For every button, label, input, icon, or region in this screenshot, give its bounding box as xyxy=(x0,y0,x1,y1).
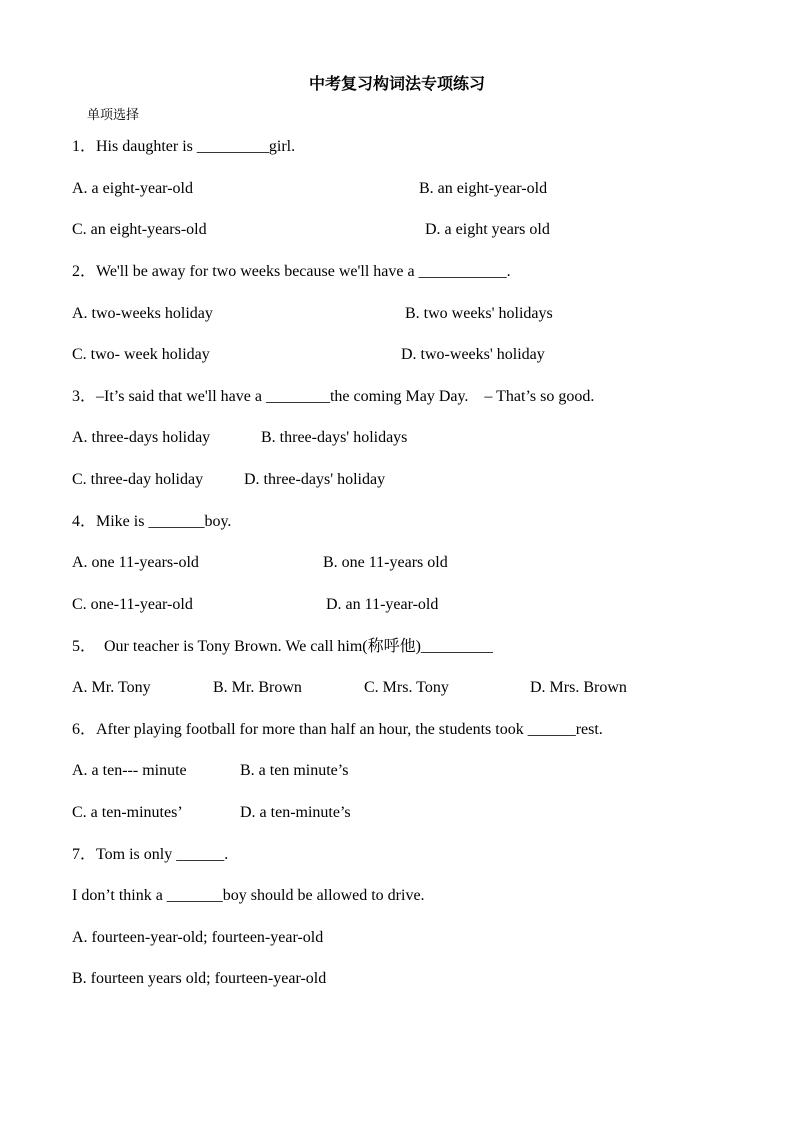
question-5-option-a: A. Mr. Tony xyxy=(72,679,151,696)
question-5-option-c: C. Mrs. Tony xyxy=(364,679,449,696)
question-1-option-d: D. a eight years old xyxy=(425,221,550,238)
question-3-stem: 3．–It’s said that we'll have a ________the coming May Day. – That’s so good. xyxy=(72,388,595,405)
question-6-option-d: D. a ten-minute’s xyxy=(240,804,351,821)
question-4-option-a: A. one 11-years-old xyxy=(72,554,199,571)
question-1-stem: 1．His daughter is _________girl. xyxy=(72,138,296,155)
question-6-option-c: C. a ten-minutes’ xyxy=(72,804,183,821)
question-1-option-a: A. a eight-year-old xyxy=(72,180,193,197)
question-5-option-b: B. Mr. Brown xyxy=(213,679,302,696)
question-2-option-b: B. two weeks' holidays xyxy=(405,305,553,322)
question-7-stem: 7．Tom is only ______. xyxy=(72,846,229,863)
question-5-option-d: D. Mrs. Brown xyxy=(530,679,627,696)
section-label: 单项选择 xyxy=(87,108,140,123)
question-1-option-b: B. an eight-year-old xyxy=(419,180,548,197)
question-3-option-b: B. three-days' holidays xyxy=(261,429,408,446)
question-6-option-a: A. a ten--- minute xyxy=(72,762,187,779)
question-2-option-c: C. two- week holiday xyxy=(72,346,210,363)
question-3-option-c: C. three-day holiday xyxy=(72,471,204,488)
question-3-option-d: D. three-days' holiday xyxy=(244,471,386,488)
question-1-option-c: C. an eight-years-old xyxy=(72,221,207,238)
question-7-option-a: A. fourteen-year-old; fourteen-year-old xyxy=(72,929,324,946)
page-title: 中考复习构词法专项练习 xyxy=(308,74,485,93)
question-7-stem-continued: I don’t think a _______boy should be allowed to drive. xyxy=(72,887,425,904)
question-6-option-b: B. a ten minute’s xyxy=(240,762,349,779)
question-4-stem: 4．Mike is _______boy. xyxy=(72,513,232,530)
question-3-option-a: A. three-days holiday xyxy=(72,429,211,446)
question-2-option-a: A. two-weeks holiday xyxy=(72,305,213,322)
question-4-option-d: D. an 11-year-old xyxy=(326,596,439,613)
question-4-option-b: B. one 11-years old xyxy=(323,554,448,571)
question-5-stem: 5． Our teacher is Tony Brown. We call him(称呼他)_________ xyxy=(72,638,493,655)
question-7-option-b: B. fourteen years old; fourteen-year-old xyxy=(72,970,327,987)
question-6-stem: 6．After playing football for more than half an hour, the students took ______rest. xyxy=(72,721,603,738)
question-2-option-d: D. two-weeks' holiday xyxy=(401,346,545,363)
question-2-stem: 2．We'll be away for two weeks because we'll have a ___________. xyxy=(72,263,511,280)
question-4-option-c: C. one-11-year-old xyxy=(72,596,193,613)
